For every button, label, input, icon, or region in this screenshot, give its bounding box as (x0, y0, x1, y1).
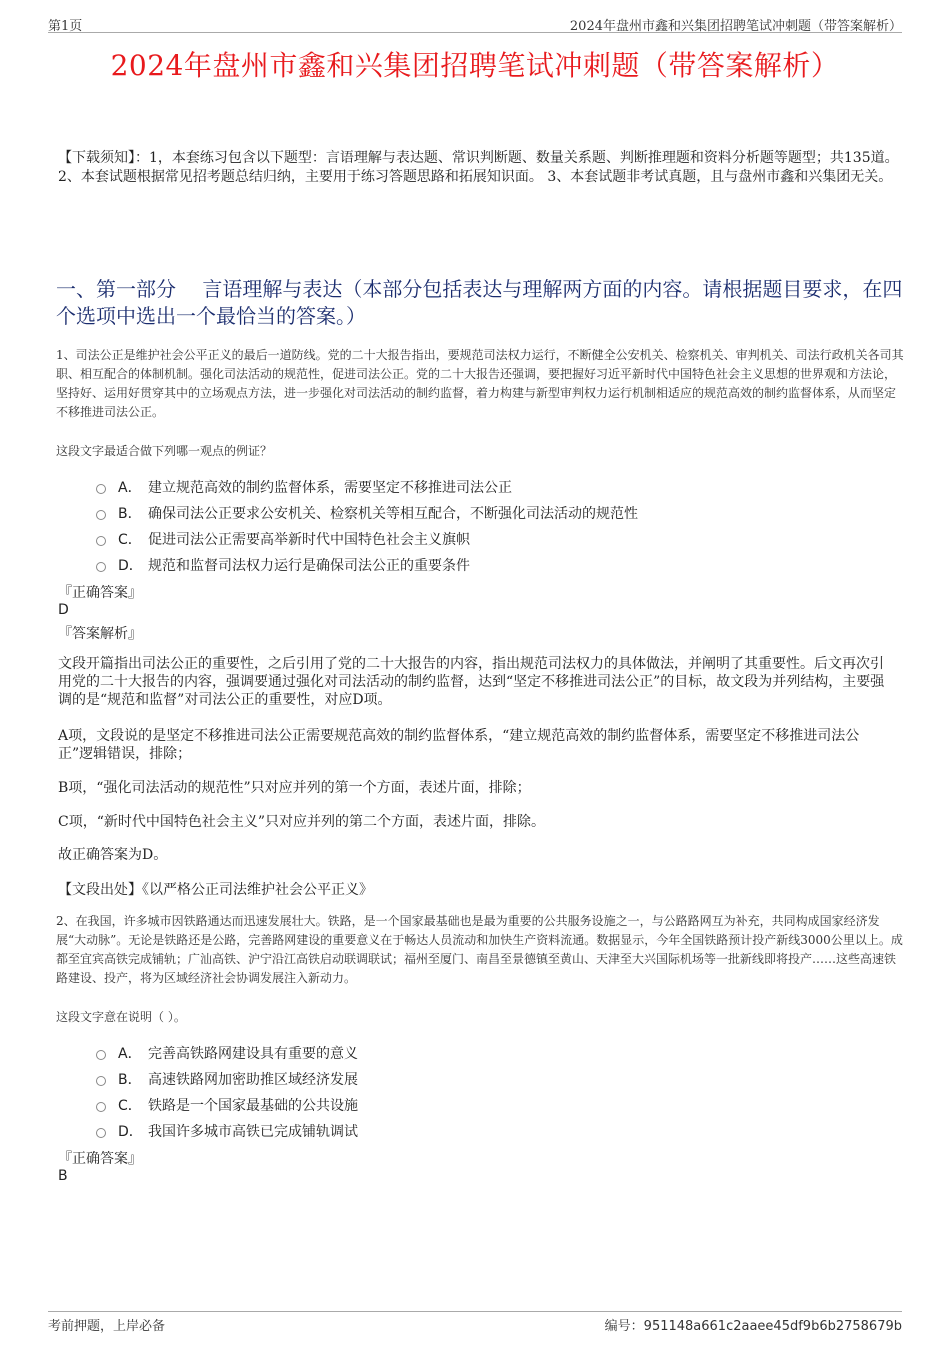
option-key: A． (118, 480, 142, 496)
code-label: 编号： (604, 1319, 644, 1334)
option-key: C． (118, 1098, 142, 1114)
option-text: 我国许多城市高铁已完成铺轨调试 (148, 1124, 358, 1140)
option-text: 铁路是一个国家最基础的公共设施 (148, 1098, 358, 1114)
question-1-stem: 1、司法公正是维护社会公平正义的最后一道防线。党的二十大报告指出，要规范司法权力运行，不断健全公安机关、检察机关、审判机关、司法行政机关各司其职、相互配合的体制机制。强化司法活动的规范性，促进司法公正。党的二十大报告还强调，要把握好习近平新时代中国特色社会主义思想的世界观和方法论，坚持好、运用好贯穿其中的立场观点方法，进一步强化对司法活动的制约监督，着力构建与新型审判权力运行机制相适应的规范高效的制约监督体系，从而坚定不移推进司法公正。 (56, 348, 904, 419)
section-heading: 一、第一部分 言语理解与表达（本部分包括表达与理解两方面的内容。请根据题目要求，在四个选项中选出一个最恰当的答案。） (56, 277, 903, 328)
option-key: D． (118, 1124, 143, 1140)
correct-answer-label: 『正确答案』 (58, 585, 142, 601)
question-2-option-c[interactable] (96, 1095, 358, 1115)
question-2-stem: 2、在我国，许多城市因铁路通达而迅速发展壮大。铁路，是一个国家最基础也是最为重要的公共服务设施之一，与公路路网互为补充，共同构成国家经济发展“大动脉”。无论是铁路还是公路，完善路网建设的重要意义在于畅达人员流动和加快生产资料流通。数据显示，今年全国铁路预计投产新线3000公里以上。成都至宜宾高铁完成铺轨；广汕高铁、沪宁沿江高铁启动联调联试；福州至厦门、南昌至景德镇至黄山、天津至大兴国际机场等一批新线即将投产……这些高速铁路建设、投产，将为区域经济社会协调发展注入新动力。 (56, 914, 903, 985)
question-2-option-d[interactable] (96, 1121, 358, 1141)
analysis-paragraph: B项，“强化司法活动的规范性”只对应并列的第一个方面，表述片面，排除； (58, 780, 531, 796)
option-text: 完善高铁路网建设具有重要的意义 (148, 1046, 358, 1062)
correct-answer-label: 『正确答案』 (58, 1151, 142, 1167)
option-key: B． (118, 506, 142, 522)
header-doc-title: 2024年盘州市鑫和兴集团招聘笔试冲刺题（带答案解析） (569, 19, 902, 34)
document-code (605, 1315, 902, 1334)
page-number: 第1页 (48, 19, 83, 34)
option-text: 确保司法公正要求公安机关、检察机关等相互配合，不断强化司法活动的规范性 (148, 506, 638, 522)
option-key: B． (118, 1072, 142, 1088)
source-citation: 【文段出处】《以严格公正司法维护社会公平正义》 (58, 882, 373, 898)
correct-answer: D (58, 602, 69, 618)
radio-icon[interactable] (96, 1128, 106, 1138)
code-value: 951148a661c2aaee45df9b6b2758679b (643, 1319, 902, 1334)
document-title: 2024年盘州市鑫和兴集团招聘笔试冲刺题（带答案解析） (110, 49, 840, 82)
option-key: A． (118, 1046, 142, 1062)
analysis-paragraph: C项，“新时代中国特色社会主义”只对应并列的第二个方面，表述片面，排除。 (58, 814, 546, 830)
question-1-option-a[interactable] (96, 477, 512, 497)
page-header (48, 14, 902, 33)
radio-icon[interactable] (96, 484, 106, 494)
radio-icon[interactable] (96, 1050, 106, 1060)
option-text: 高速铁路网加密助推区域经济发展 (148, 1072, 358, 1088)
option-key: C． (118, 532, 142, 548)
radio-icon[interactable] (96, 1102, 106, 1112)
analysis-paragraph: A项，文段说的是坚定不移推进司法公正需要规范高效的制约监督体系，“建立规范高效的制约监督体系，需要坚定不移推进司法公正”逻辑错误，排除； (58, 728, 860, 762)
analysis-paragraph: 文段开篇指出司法公正的重要性，之后引用了党的二十大报告的内容，指出规范司法权力的具体做法，并阐明了其重要性。后文再次引用党的二十大报告的内容，强调要通过强化对司法活动的制约监督，达到“坚定不移推进司法公正”的目标，故文段为并列结构，主要强调的是“规范和监督”对司法公正的重要性，对应D项。 (58, 656, 885, 708)
footer-slogan: 考前押题，上岸必备 (48, 1319, 166, 1334)
option-text: 建立规范高效的制约监督体系，需要坚定不移推进司法公正 (148, 480, 512, 496)
radio-icon[interactable] (96, 536, 106, 546)
radio-icon[interactable] (96, 562, 106, 572)
question-1-ask: 这段文字最适合做下列哪一观点的例证？ (56, 444, 273, 458)
analysis-label: 『答案解析』 (58, 626, 142, 642)
option-text: 促进司法公正需要高举新时代中国特色社会主义旗帜 (148, 532, 470, 548)
radio-icon[interactable] (96, 1076, 106, 1086)
download-notice: 【下载须知】：1，本套练习包含以下题型：言语理解与表达题、常识判断题、数量关系题、判断推理题和资料分析题等题型；共135道。 2、本套试题根据常见招考题总结归纳，主要用于练习答题思路和拓展知识面。 3、本套试题非考试真题，且与盘州市鑫和兴集团无关。 (58, 150, 899, 185)
question-1-option-d[interactable] (96, 555, 470, 575)
option-key: D． (118, 558, 143, 574)
question-2-option-a[interactable] (96, 1043, 358, 1063)
option-text: 规范和监督司法权力运行是确保司法公正的重要条件 (148, 558, 470, 574)
radio-icon[interactable] (96, 510, 106, 520)
correct-answer: B (58, 1168, 68, 1184)
question-2-ask: 这段文字意在说明（ ）。 (56, 1010, 186, 1024)
analysis-paragraph: 故正确答案为D。 (58, 847, 168, 863)
question-2-option-b[interactable] (96, 1069, 358, 1089)
question-1-option-b[interactable] (96, 503, 638, 523)
page-footer (48, 1311, 902, 1332)
question-1-option-c[interactable] (96, 529, 470, 549)
